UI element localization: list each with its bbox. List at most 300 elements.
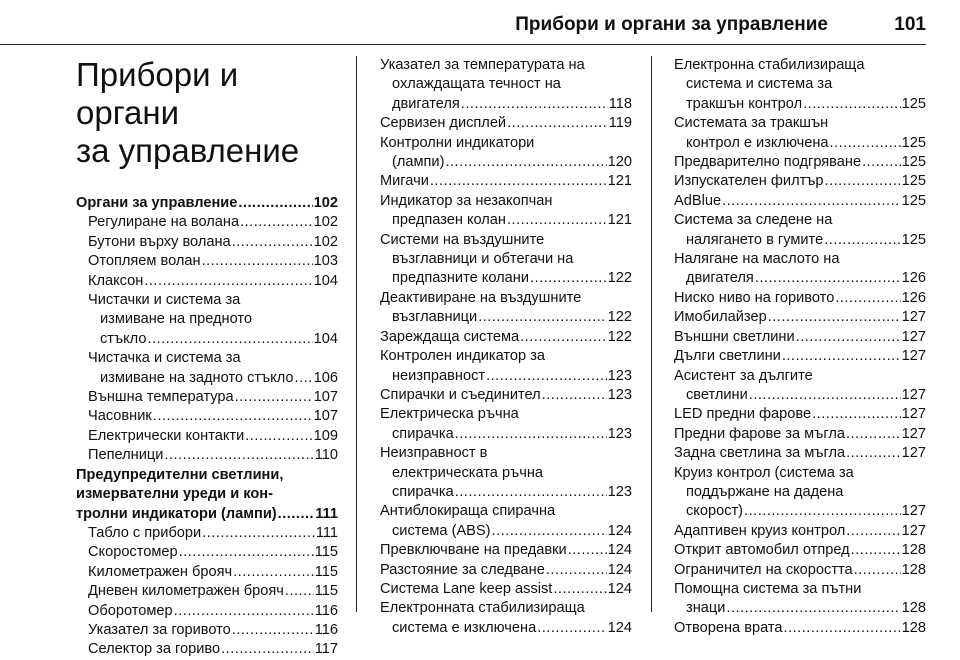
- toc-page-number: 123: [607, 386, 632, 403]
- toc-entry-text: Външни светлини: [674, 328, 795, 345]
- toc-page-number: 124: [607, 561, 632, 578]
- toc-entry-text: Дълги светлини: [674, 348, 781, 365]
- toc-entry[interactable]: [76, 427, 338, 446]
- toc-entry-text: Превключване на предавки: [380, 542, 567, 559]
- toc-page-number: 104: [313, 272, 338, 289]
- toc-entry[interactable]: [380, 386, 632, 405]
- toc-entry-line: [380, 134, 632, 153]
- chapter-title: [76, 56, 338, 170]
- toc-entry[interactable]: [380, 134, 632, 173]
- toc-entry-text: AdBlue: [674, 192, 722, 209]
- toc-page-number: 111: [315, 505, 338, 522]
- toc-entry-line: [380, 483, 632, 502]
- toc-entry-line: [674, 541, 926, 560]
- toc-entry-text: Система Lane keep assist: [380, 580, 553, 597]
- toc-entry-text: Отопляем волан: [88, 253, 201, 270]
- toc-entry-text: Електронна стабилизираща: [674, 57, 865, 73]
- toc-page-number: 127: [901, 309, 926, 326]
- toc-page-number: 127: [901, 406, 926, 423]
- toc-entry-list: [674, 56, 926, 638]
- dot-leader: [461, 95, 608, 114]
- dot-leader: [726, 599, 900, 618]
- toc-entry-line: [674, 211, 926, 230]
- toc-entry-text: Клаксон: [88, 272, 144, 289]
- toc-entry-line: [76, 466, 338, 485]
- toc-entry-text: система и система за: [686, 76, 833, 93]
- toc-entry[interactable]: [76, 213, 338, 232]
- toc-entry-line: [380, 192, 632, 211]
- toc-page-number: 126: [901, 289, 926, 306]
- toc-entry-text: предпазен колан: [392, 212, 506, 229]
- toc-entry-line: [674, 483, 926, 502]
- toc-entry-line: [88, 582, 338, 601]
- toc-entry-text: тролни индикатори (лампи): [76, 505, 277, 522]
- running-title: Прибори и органи за управление: [515, 14, 828, 35]
- toc-page-number: 102: [313, 214, 338, 231]
- toc-entry-line: [380, 328, 632, 347]
- toc-entry[interactable]: [674, 172, 926, 191]
- toc-entry[interactable]: [674, 289, 926, 308]
- toc-entry-text: стъкло: [100, 330, 147, 347]
- toc-page-number: 106: [313, 369, 338, 386]
- toc-entry[interactable]: [76, 446, 338, 465]
- toc-entry[interactable]: [76, 388, 338, 407]
- toc-page-number: 126: [901, 270, 926, 287]
- column-divider: [651, 56, 652, 612]
- toc-entry-list: [76, 194, 338, 660]
- toc-section-heading[interactable]: [76, 466, 338, 524]
- toc-entry[interactable]: [380, 192, 632, 231]
- toc-entry[interactable]: [380, 328, 632, 347]
- toc-entry-text: Налягане на маслото на: [674, 251, 840, 268]
- toc-entry-text: неизправност: [392, 367, 486, 384]
- toc-entry-line: [674, 75, 926, 94]
- toc-page-number: 127: [901, 386, 926, 403]
- toc-entry[interactable]: [380, 56, 632, 114]
- toc-entry-text: електрическата ръчна: [392, 464, 543, 481]
- dot-leader: [445, 153, 606, 172]
- dot-leader: [520, 328, 607, 347]
- dot-leader: [232, 621, 314, 640]
- toc-entry-line: [88, 291, 338, 310]
- toc-entry[interactable]: [380, 561, 632, 580]
- toc-entry-text: система (ABS): [392, 522, 491, 539]
- toc-entry[interactable]: [380, 599, 632, 638]
- toc-entry-line: [380, 502, 632, 521]
- toc-page-number: 120: [607, 154, 632, 171]
- toc-entry-text: Предварително подгряване: [674, 154, 862, 171]
- dot-leader: [507, 114, 608, 133]
- toc-page-number: 123: [607, 425, 632, 442]
- toc-entry-line: [88, 252, 338, 271]
- toc-entry-line: [380, 367, 632, 386]
- toc-entry-text: Системи на въздушните: [380, 231, 545, 248]
- toc-section-heading[interactable]: [76, 194, 338, 213]
- dot-leader: [238, 194, 312, 213]
- toc-entry-line: [674, 386, 926, 405]
- toc-page-number: 115: [314, 583, 338, 600]
- toc-entry-line: [88, 446, 338, 465]
- toc-entry[interactable]: [76, 524, 338, 543]
- toc-entry-line: [380, 405, 632, 424]
- toc-page-number: 107: [313, 389, 338, 406]
- dot-leader: [749, 386, 901, 405]
- toc-entry[interactable]: [380, 289, 632, 328]
- toc-entry-text: Открит автомобил отпред: [674, 542, 850, 559]
- dot-leader: [755, 269, 901, 288]
- toc-entry[interactable]: [674, 580, 926, 619]
- toc-entry[interactable]: [76, 543, 338, 562]
- toc-entry-line: [380, 172, 632, 191]
- dot-leader: [830, 134, 901, 153]
- dot-leader: [744, 502, 901, 521]
- toc-entry[interactable]: [76, 291, 338, 349]
- toc-entry-text: налягането в гумите: [686, 231, 824, 248]
- toc-entry[interactable]: [76, 349, 338, 388]
- toc-entry-line: [88, 524, 338, 543]
- toc-entry-line: [88, 349, 338, 368]
- dot-leader: [202, 252, 313, 271]
- toc-entry[interactable]: [674, 367, 926, 406]
- toc-entry[interactable]: [380, 114, 632, 133]
- dot-leader: [235, 388, 313, 407]
- toc-entry-text: Задна светлина за мъгла: [674, 445, 846, 462]
- dot-leader: [295, 369, 313, 388]
- toc-entry[interactable]: [674, 114, 926, 153]
- dot-leader: [530, 269, 607, 288]
- toc-page-number: 102: [313, 195, 338, 211]
- toc-page-number: 124: [607, 580, 632, 597]
- toc-entry[interactable]: [674, 153, 926, 172]
- dot-leader: [285, 582, 314, 601]
- toc-page-number: 116: [314, 621, 338, 638]
- toc-entry-text: двигателя: [392, 95, 460, 112]
- toc-entry-text: двигателя: [686, 270, 754, 287]
- toc-entry-text: светлини: [686, 386, 748, 403]
- toc-page-number: 121: [607, 212, 632, 229]
- toc-page-number: 103: [313, 253, 338, 270]
- toc-entry[interactable]: [76, 640, 338, 659]
- toc-entry-text: Електронната стабилизираща: [380, 600, 585, 617]
- toc-entry[interactable]: [674, 328, 926, 347]
- toc-page-number: 124: [607, 522, 632, 539]
- dot-leader: [796, 328, 901, 347]
- toc-entry-line: [88, 233, 338, 252]
- toc-entry-line: [380, 308, 632, 327]
- toc-entry-line: [674, 308, 926, 327]
- toc-entry[interactable]: [674, 56, 926, 114]
- toc-page-number: 110: [314, 447, 338, 464]
- toc-entry-text: Външна температура: [88, 389, 234, 406]
- dot-leader: [240, 213, 313, 232]
- toc-entry[interactable]: [76, 582, 338, 601]
- dot-leader: [862, 153, 901, 172]
- toc-page-number: 122: [607, 270, 632, 287]
- toc-entry[interactable]: [674, 425, 926, 444]
- dot-leader: [202, 524, 315, 543]
- toc-entry-line: [674, 95, 926, 114]
- dot-leader: [846, 444, 901, 463]
- dot-leader: [846, 522, 900, 541]
- toc-entry-line: [674, 289, 926, 308]
- toc-entry-line: [674, 405, 926, 424]
- toc-entry-text: LED предни фарове: [674, 406, 812, 423]
- dot-leader: [492, 522, 607, 541]
- toc-entry-text: измервателни уреди и кон-: [76, 486, 273, 503]
- toc-entry-text: Сервизен дисплей: [380, 115, 507, 132]
- toc-entry[interactable]: [674, 522, 926, 541]
- toc-entry[interactable]: [674, 192, 926, 211]
- toc-entry-text: измиване на задното стъкло: [100, 369, 294, 386]
- toc-entry-text: система е изключена: [392, 619, 537, 636]
- toc-entry-line: [674, 153, 926, 172]
- toc-page-number: 122: [607, 328, 632, 345]
- toc-entry-text: предпазните колани: [392, 270, 529, 287]
- toc-entry-text: Указател за температурата на: [380, 57, 585, 73]
- toc-page-number: 123: [607, 367, 632, 384]
- dot-leader: [537, 619, 606, 638]
- toc-entry-text: (лампи): [392, 154, 445, 171]
- dot-leader: [542, 386, 607, 405]
- toc-page-number: 104: [313, 330, 338, 347]
- toc-entry-line: [380, 541, 632, 560]
- toc-entry-line: [380, 561, 632, 580]
- toc-entry-text: Километражен брояч: [88, 563, 233, 580]
- toc-page-number: 119: [608, 115, 632, 132]
- toc-entry-line: [76, 194, 338, 213]
- toc-entry[interactable]: [380, 541, 632, 560]
- toc-entry-text: Ниско ниво на горивото: [674, 289, 835, 306]
- toc-entry-text: спирачка: [392, 483, 454, 500]
- toc-entry[interactable]: [76, 272, 338, 291]
- toc-page-number: 125: [901, 231, 926, 248]
- toc-entry-text: Оборотомер: [88, 602, 173, 619]
- toc-page-number: 125: [901, 95, 926, 112]
- dot-leader: [147, 330, 312, 349]
- dot-leader: [455, 425, 607, 444]
- toc-entry-text: Системата за тракшън: [674, 115, 829, 132]
- toc-page-number: 128: [901, 619, 926, 636]
- toc-entry[interactable]: [380, 580, 632, 599]
- toc-entry-line: [674, 502, 926, 521]
- toc-entry-text: Неизправност в: [380, 445, 488, 462]
- toc-entry-text: Указател за горивото: [88, 621, 231, 638]
- toc-entry[interactable]: [76, 563, 338, 582]
- toc-entry[interactable]: [674, 308, 926, 327]
- toc-entry-line: [88, 388, 338, 407]
- toc-entry-line: [88, 602, 338, 621]
- dot-leader: [179, 543, 314, 562]
- toc-entry-line: [380, 464, 632, 483]
- toc-entry-text: Чистачки и система за: [88, 292, 241, 309]
- toc-page-number: 122: [607, 309, 632, 326]
- toc-entry[interactable]: [380, 231, 632, 289]
- toc-entry-line: [380, 522, 632, 541]
- toc-entry-text: Индикатор за незакопчан: [380, 192, 553, 209]
- toc-page-number: 125: [901, 173, 926, 190]
- toc-entry[interactable]: [674, 347, 926, 366]
- toc-entry-text: охлаждащата течност на: [392, 76, 561, 93]
- toc-entry-text: Мигачи: [380, 173, 429, 190]
- toc-entry[interactable]: [674, 250, 926, 289]
- toc-entry-line: [76, 485, 338, 504]
- toc-entry-text: Спирачки и съединител: [380, 386, 541, 403]
- toc-page-number: 125: [901, 192, 926, 209]
- toc-entry-line: [380, 95, 632, 114]
- toc-entry-line: [88, 563, 338, 582]
- toc-entry-text: Имобилайзер: [674, 309, 767, 326]
- column-divider: [356, 56, 357, 612]
- toc-entry-line: [88, 330, 338, 349]
- dot-leader: [553, 580, 606, 599]
- toc-entry-line: [380, 114, 632, 133]
- toc-entry-line: [674, 347, 926, 366]
- toc-entry[interactable]: [674, 541, 926, 560]
- toc-page-number: 116: [314, 602, 338, 619]
- toc-entry-text: Предни фарове за мъгла: [674, 425, 845, 442]
- dot-leader: [568, 541, 607, 560]
- toc-page-number: 127: [901, 348, 926, 365]
- toc-entry-line: [380, 386, 632, 405]
- toc-entry-line: [674, 464, 926, 483]
- dot-leader: [233, 563, 314, 582]
- toc-page-number: 127: [901, 328, 926, 345]
- toc-entry-text: Електрическа ръчна: [380, 406, 519, 423]
- dot-leader: [803, 95, 901, 114]
- toc-entry-line: [674, 328, 926, 347]
- toc-page-number: 128: [901, 600, 926, 617]
- toc-entry-line: [88, 640, 338, 659]
- toc-entry-line: [380, 56, 632, 75]
- toc-entry-list: [380, 56, 632, 638]
- dot-leader: [174, 602, 314, 621]
- toc-page-number: 127: [901, 522, 926, 539]
- toc-entry-text: Контролен индикатор за: [380, 348, 546, 365]
- toc-entry[interactable]: [76, 621, 338, 640]
- toc-entry-line: [88, 213, 338, 232]
- toc-entry-line: [674, 250, 926, 269]
- toc-entry[interactable]: [380, 502, 632, 541]
- toc-entry-text: Чистачка и система за: [88, 350, 241, 367]
- toc-page-number: 124: [607, 542, 632, 559]
- dot-leader: [782, 347, 901, 366]
- toc-page-number: 111: [315, 524, 338, 541]
- toc-entry-text: Антиблокираща спирачна: [380, 503, 556, 520]
- dot-leader: [455, 483, 607, 502]
- toc-entry-line: [380, 250, 632, 269]
- dot-leader: [825, 172, 901, 191]
- toc-page-number: 125: [901, 134, 926, 151]
- toc-page-number: 127: [901, 503, 926, 520]
- toc-entry-text: Помощна система за пътни: [674, 580, 862, 597]
- toc-entry-line: [76, 505, 338, 524]
- toc-entry[interactable]: [76, 233, 338, 252]
- toc-entry-text: Система за следене на: [674, 212, 833, 229]
- dot-leader: [768, 308, 901, 327]
- toc-entry-line: [674, 367, 926, 386]
- toc-page-number: 117: [314, 641, 338, 658]
- toc-entry-text: Разстояние за следване: [380, 561, 545, 578]
- toc-entry[interactable]: [76, 602, 338, 621]
- toc-entry-line: [380, 444, 632, 463]
- page-header: [0, 4, 926, 45]
- toc-entry-line: [380, 425, 632, 444]
- toc-entry-line: [88, 272, 338, 291]
- toc-entry[interactable]: [380, 347, 632, 386]
- toc-entry-text: тракшън контрол: [686, 95, 803, 112]
- toc-entry[interactable]: [380, 405, 632, 444]
- dot-leader: [164, 446, 313, 465]
- dot-leader: [430, 172, 607, 191]
- toc-page-number: 128: [901, 561, 926, 578]
- dot-leader: [846, 425, 901, 444]
- toc-page-number: 118: [608, 95, 632, 112]
- toc-entry-line: [674, 114, 926, 133]
- toc-entry[interactable]: [674, 561, 926, 580]
- toc-entry-line: [674, 444, 926, 463]
- dot-leader: [854, 561, 901, 580]
- dot-leader: [812, 405, 901, 424]
- toc-entry[interactable]: [674, 619, 926, 638]
- toc-entry-line: [88, 543, 338, 562]
- toc-entry-text: контрол е изключена: [686, 134, 829, 151]
- dot-leader: [278, 505, 315, 524]
- toc-entry-line: [88, 369, 338, 388]
- dot-leader: [507, 211, 607, 230]
- toc-entry-text: скорост): [686, 503, 744, 520]
- toc-page-number: 107: [313, 408, 338, 425]
- toc-entry-text: Предупредителни светлини,: [76, 466, 284, 483]
- toc-entry-line: [674, 580, 926, 599]
- toc-entry-text: възглавници: [392, 309, 478, 326]
- toc-entry[interactable]: [76, 407, 338, 426]
- toc-entry-line: [674, 56, 926, 75]
- toc-page-number: 127: [901, 445, 926, 462]
- toc-page-number: 102: [313, 233, 338, 250]
- dot-leader: [478, 308, 606, 327]
- toc-entry-line: [380, 347, 632, 366]
- dot-leader: [232, 233, 313, 252]
- page-number: 101: [894, 14, 926, 35]
- toc-entry[interactable]: [674, 405, 926, 424]
- toc-entry-text: Изпускателен филтър: [674, 173, 824, 190]
- dot-leader: [824, 231, 900, 250]
- dot-leader: [722, 192, 901, 211]
- toc-entry-line: [88, 407, 338, 426]
- chapter-title-line: за управление: [76, 132, 300, 169]
- toc-entry[interactable]: [380, 444, 632, 502]
- toc-entry-line: [380, 211, 632, 230]
- toc-entry-text: Бутони върху волана: [88, 233, 231, 250]
- toc-entry[interactable]: [380, 172, 632, 191]
- toc-entry-line: [674, 231, 926, 250]
- toc-entry-text: възглавници и обтегачи на: [392, 251, 574, 268]
- toc-entry[interactable]: [674, 211, 926, 250]
- toc-entry[interactable]: [674, 444, 926, 463]
- toc-entry-line: [380, 153, 632, 172]
- toc-page-number: 115: [314, 544, 338, 561]
- dot-leader: [851, 541, 901, 560]
- toc-page-number: 127: [901, 425, 926, 442]
- toc-entry-text: Органи за управление: [76, 195, 238, 211]
- toc-entry[interactable]: [76, 252, 338, 271]
- dot-leader: [245, 427, 312, 446]
- toc-entry-text: Табло с прибори: [88, 524, 202, 541]
- toc-page-number: 115: [314, 563, 338, 580]
- toc-entry-text: Асистент за дългите: [674, 367, 813, 384]
- toc-entry-line: [674, 619, 926, 638]
- toc-entry[interactable]: [674, 464, 926, 522]
